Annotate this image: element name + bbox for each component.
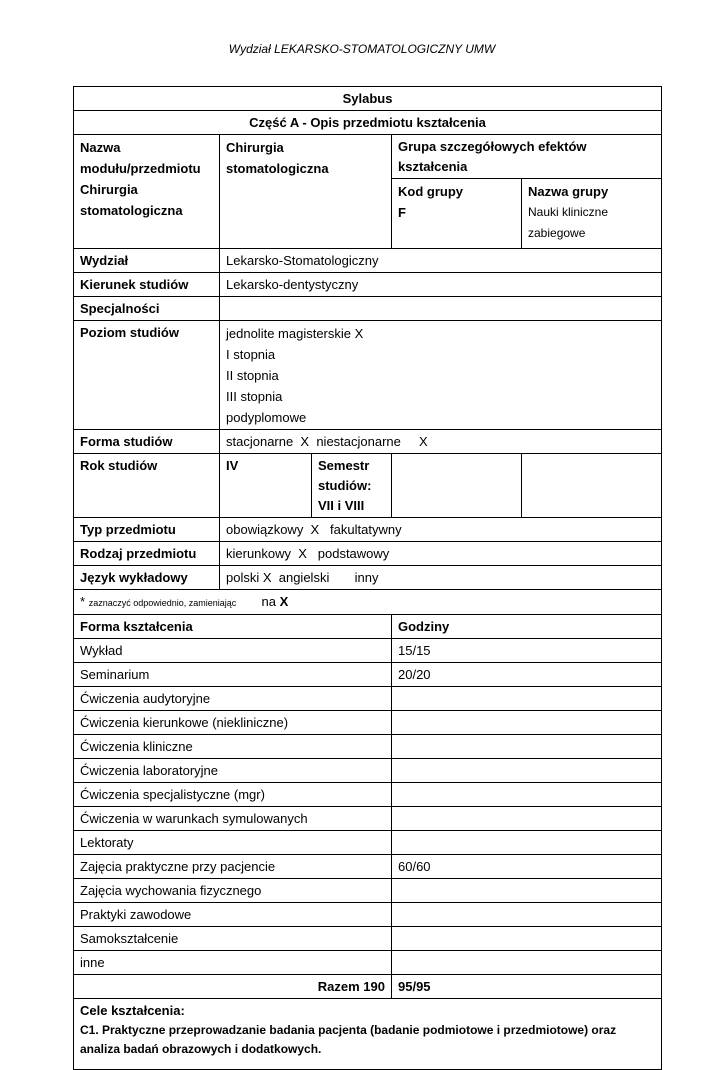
forms-row-hours xyxy=(392,807,662,831)
forms-row-hours xyxy=(392,759,662,783)
poziom-option: jednolite magisterskie X xyxy=(226,326,364,341)
forms-row-hours xyxy=(392,687,662,711)
forms-row-name: Seminarium xyxy=(74,663,392,687)
forms-row-hours xyxy=(392,879,662,903)
forma-studiow-label: Forma studiów xyxy=(74,430,220,454)
forms-row xyxy=(74,663,662,687)
wydzial-value: Lekarsko-Stomatologiczny xyxy=(220,249,662,273)
forms-row-hours xyxy=(392,831,662,855)
forms-row xyxy=(74,687,662,711)
group-effects-header: Grupa szczegółowych efektów kształcenia xyxy=(392,135,662,179)
forms-row-name: Zajęcia praktyczne przy pacjencie xyxy=(74,855,392,879)
forms-row xyxy=(74,711,662,735)
forms-row-name: Wykład xyxy=(74,639,392,663)
forms-row-hours xyxy=(392,927,662,951)
forms-row xyxy=(74,903,662,927)
forms-row-name: Zajęcia wychowania fizycznego xyxy=(74,879,392,903)
forms-header-hours: Godziny xyxy=(392,615,662,639)
note-text: zaznaczyć odpowiednio, zamieniając xyxy=(88,598,237,608)
forms-row-name: Ćwiczenia specjalistyczne (mgr) xyxy=(74,783,392,807)
jezyk-label: Język wykładowy xyxy=(74,566,220,590)
group-code-cell: Kod grupy F xyxy=(392,179,522,249)
poziom-label: Poziom studiów xyxy=(74,321,220,430)
group-code-value: F xyxy=(398,205,406,220)
forms-row-name: Ćwiczenia w warunkach symulowanych xyxy=(74,807,392,831)
forms-row xyxy=(74,735,662,759)
cele-title: Cele kształcenia: xyxy=(80,1003,185,1018)
kierunek-label: Kierunek studiów xyxy=(74,273,220,297)
poziom-option: III stopnia xyxy=(226,389,283,404)
kierunek-value: Lekarsko-dentystyczny xyxy=(220,273,662,297)
forms-row-hours xyxy=(392,711,662,735)
poziom-options xyxy=(220,321,662,430)
poziom-option: podyplomowe xyxy=(226,410,307,425)
forms-row xyxy=(74,831,662,855)
rodzaj-value: kierunkowy X podstawowy xyxy=(220,542,662,566)
semestr-label: Semestr studiów: VII i VIII xyxy=(318,458,372,513)
forms-row-name: Ćwiczenia laboratoryjne xyxy=(74,759,392,783)
rodzaj-label: Rodzaj przedmiotu xyxy=(74,542,220,566)
rok-value: IV Semestr studiów: VII i VIII xyxy=(220,454,392,518)
document-header: Wydział LEKARSKO-STOMATOLOGICZNY UMW xyxy=(228,42,496,56)
forms-row-hours xyxy=(392,951,662,975)
poziom-option: II stopnia xyxy=(226,368,279,383)
forms-row xyxy=(74,951,662,975)
specjalnosci-label: Specjalności xyxy=(74,297,220,321)
forms-row-name: inne xyxy=(74,951,392,975)
forms-row xyxy=(74,759,662,783)
semestr-value xyxy=(522,454,662,518)
forms-row-hours xyxy=(392,735,662,759)
semestr-cell xyxy=(392,454,522,518)
forma-studiow-value: stacjonarne X niestacjonarne X xyxy=(220,430,662,454)
note-star: * xyxy=(80,594,86,609)
cele-c1: C1. Praktyczne przeprowadzanie badania pacjenta (badanie podmiotowe i przedmiotowe) oraz analiza badań obrazowych i dodatkowych. xyxy=(80,1023,617,1056)
poziom-option: I stopnia xyxy=(226,347,276,362)
forms-header-label: Forma kształcenia xyxy=(74,615,392,639)
forms-row-hours xyxy=(392,903,662,927)
module-name-label: Nazwa modułu/przedmiotu Chirurgia stomatologiczna xyxy=(74,135,220,249)
syllabus-table xyxy=(73,86,662,1070)
forms-row xyxy=(74,879,662,903)
forms-row-name: Ćwiczenia kliniczne xyxy=(74,735,392,759)
forms-row-hours xyxy=(392,783,662,807)
forms-row xyxy=(74,855,662,879)
forms-row-name: Samokształcenie xyxy=(74,927,392,951)
note-row: * zaznaczyć odpowiednio, zamieniając na X xyxy=(74,590,662,615)
forms-row xyxy=(74,807,662,831)
forms-row xyxy=(74,783,662,807)
forms-list xyxy=(74,639,662,975)
syllabus-subtitle: Część A - Opis przedmiotu kształcenia xyxy=(74,111,662,135)
forms-row-name: Ćwiczenia kierunkowe (niekliniczne) xyxy=(74,711,392,735)
rok-label: Rok studiów xyxy=(74,454,220,518)
forms-row-hours: 15/15 xyxy=(392,639,662,663)
module-name-value: Chirurgia stomatologiczna xyxy=(220,135,392,249)
wydzial-label: Wydział xyxy=(74,249,220,273)
jezyk-value: polski X angielski inny xyxy=(220,566,662,590)
forms-row-name: Praktyki zawodowe xyxy=(74,903,392,927)
forms-row-hours: 20/20 xyxy=(392,663,662,687)
total-label: Razem 190 xyxy=(74,975,392,999)
syllabus-title: Sylabus xyxy=(74,87,662,111)
forms-row xyxy=(74,639,662,663)
total-value: 95/95 xyxy=(392,975,662,999)
forms-row xyxy=(74,927,662,951)
specjalnosci-value xyxy=(220,297,662,321)
forms-row-name: Lektoraty xyxy=(74,831,392,855)
forms-row-name: Ćwiczenia audytoryjne xyxy=(74,687,392,711)
cele-cell xyxy=(74,999,662,1070)
typ-label: Typ przedmiotu xyxy=(74,518,220,542)
group-name-cell: Nazwa grupy Nauki kliniczne zabiegowe xyxy=(522,179,662,249)
typ-value: obowiązkowy X fakultatywny xyxy=(220,518,662,542)
forms-row-hours: 60/60 xyxy=(392,855,662,879)
